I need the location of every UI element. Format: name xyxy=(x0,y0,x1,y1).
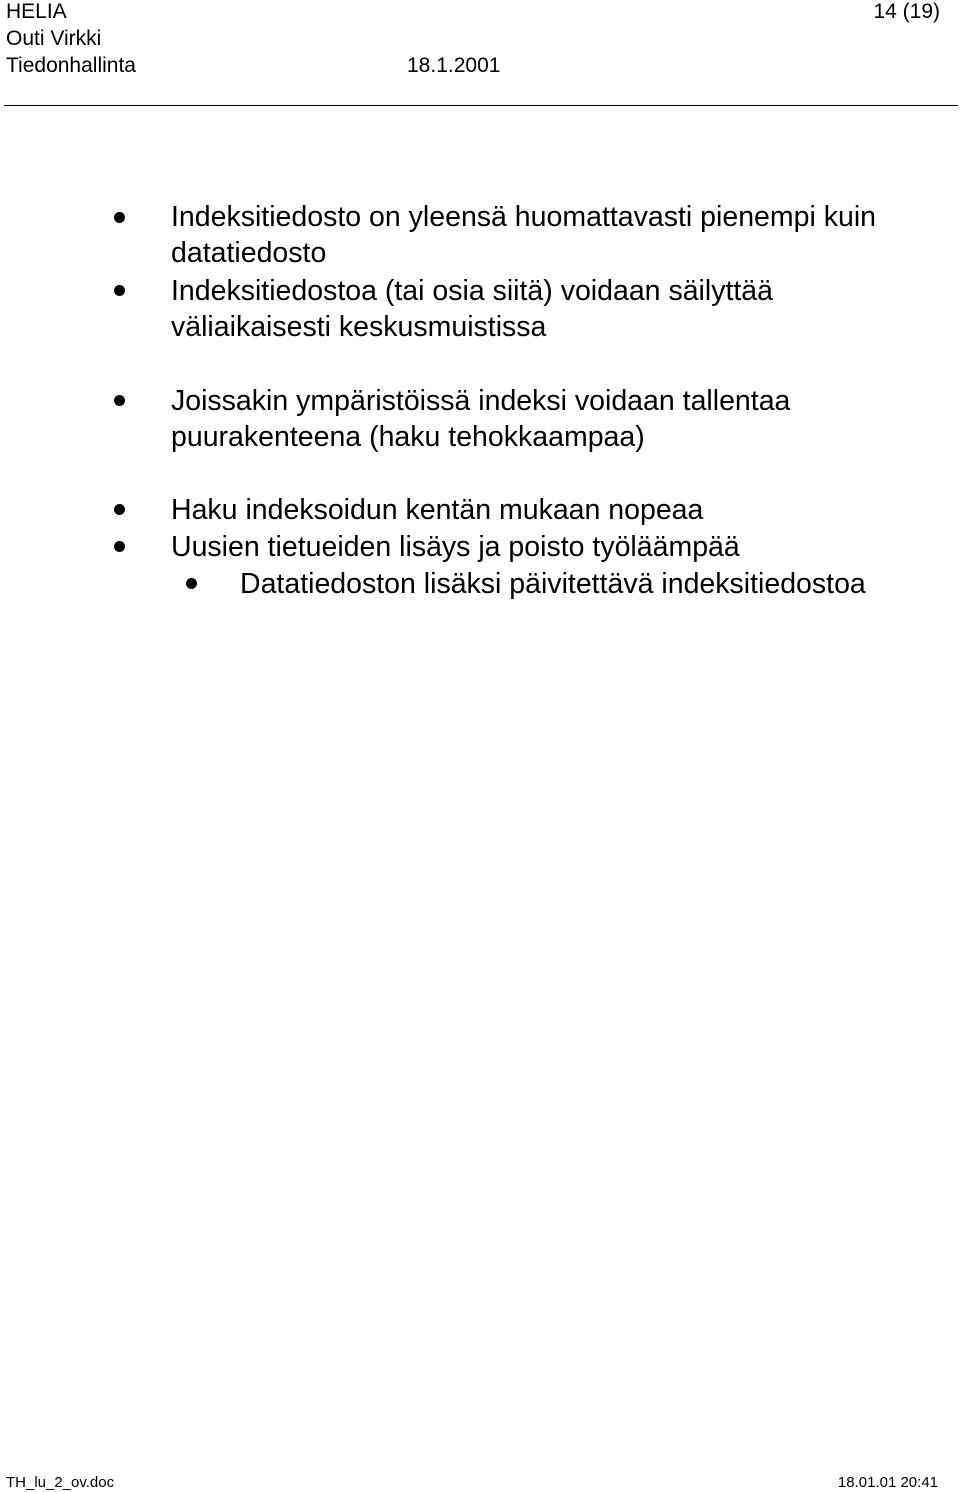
bullet-1-line-2: datatiedosto xyxy=(171,237,327,269)
bullet-icon xyxy=(114,285,125,296)
bullet-icon xyxy=(114,541,125,552)
bullet-3-line-2: puurakenteena (haku tehokkaampaa) xyxy=(171,421,645,453)
header-date: 18.1.2001 xyxy=(407,54,501,77)
bullet-icon xyxy=(114,504,125,515)
footer-filename: TH_lu_2_ov.doc xyxy=(6,1474,115,1491)
header-page-number: 14 (19) xyxy=(873,0,940,23)
bullet-icon xyxy=(114,395,125,406)
sub-bullet-1-line-1: Datatiedoston lisäksi päivitettävä indeksitiedostoa xyxy=(240,568,866,600)
bullet-icon xyxy=(114,212,125,223)
bullet-2-line-2: väliaikaisesti keskusmuistissa xyxy=(171,311,547,343)
bullet-3-line-1: Joissakin ympäristöissä indeksi voidaan tallentaa xyxy=(171,385,791,417)
header-author: Outi Virkki xyxy=(6,27,102,50)
bullet-1-line-1: Indeksitiedosto on yleensä huomattavasti pienempi kuin xyxy=(171,201,877,233)
bullet-4-line-1: Haku indeksoidun kentän mukaan nopeaa xyxy=(171,494,704,526)
header-course: Tiedonhallinta xyxy=(6,54,136,77)
header-divider xyxy=(4,105,958,106)
footer-timestamp: 18.01.01 20:41 xyxy=(837,1474,938,1491)
bullet-2-line-1: Indeksitiedostoa (tai osia siitä) voidaan säilyttää xyxy=(171,275,773,307)
sub-bullet-icon xyxy=(186,578,197,589)
bullet-5-line-1: Uusien tietueiden lisäys ja poisto työläämpää xyxy=(171,531,740,563)
header-org: HELIA xyxy=(6,0,67,23)
